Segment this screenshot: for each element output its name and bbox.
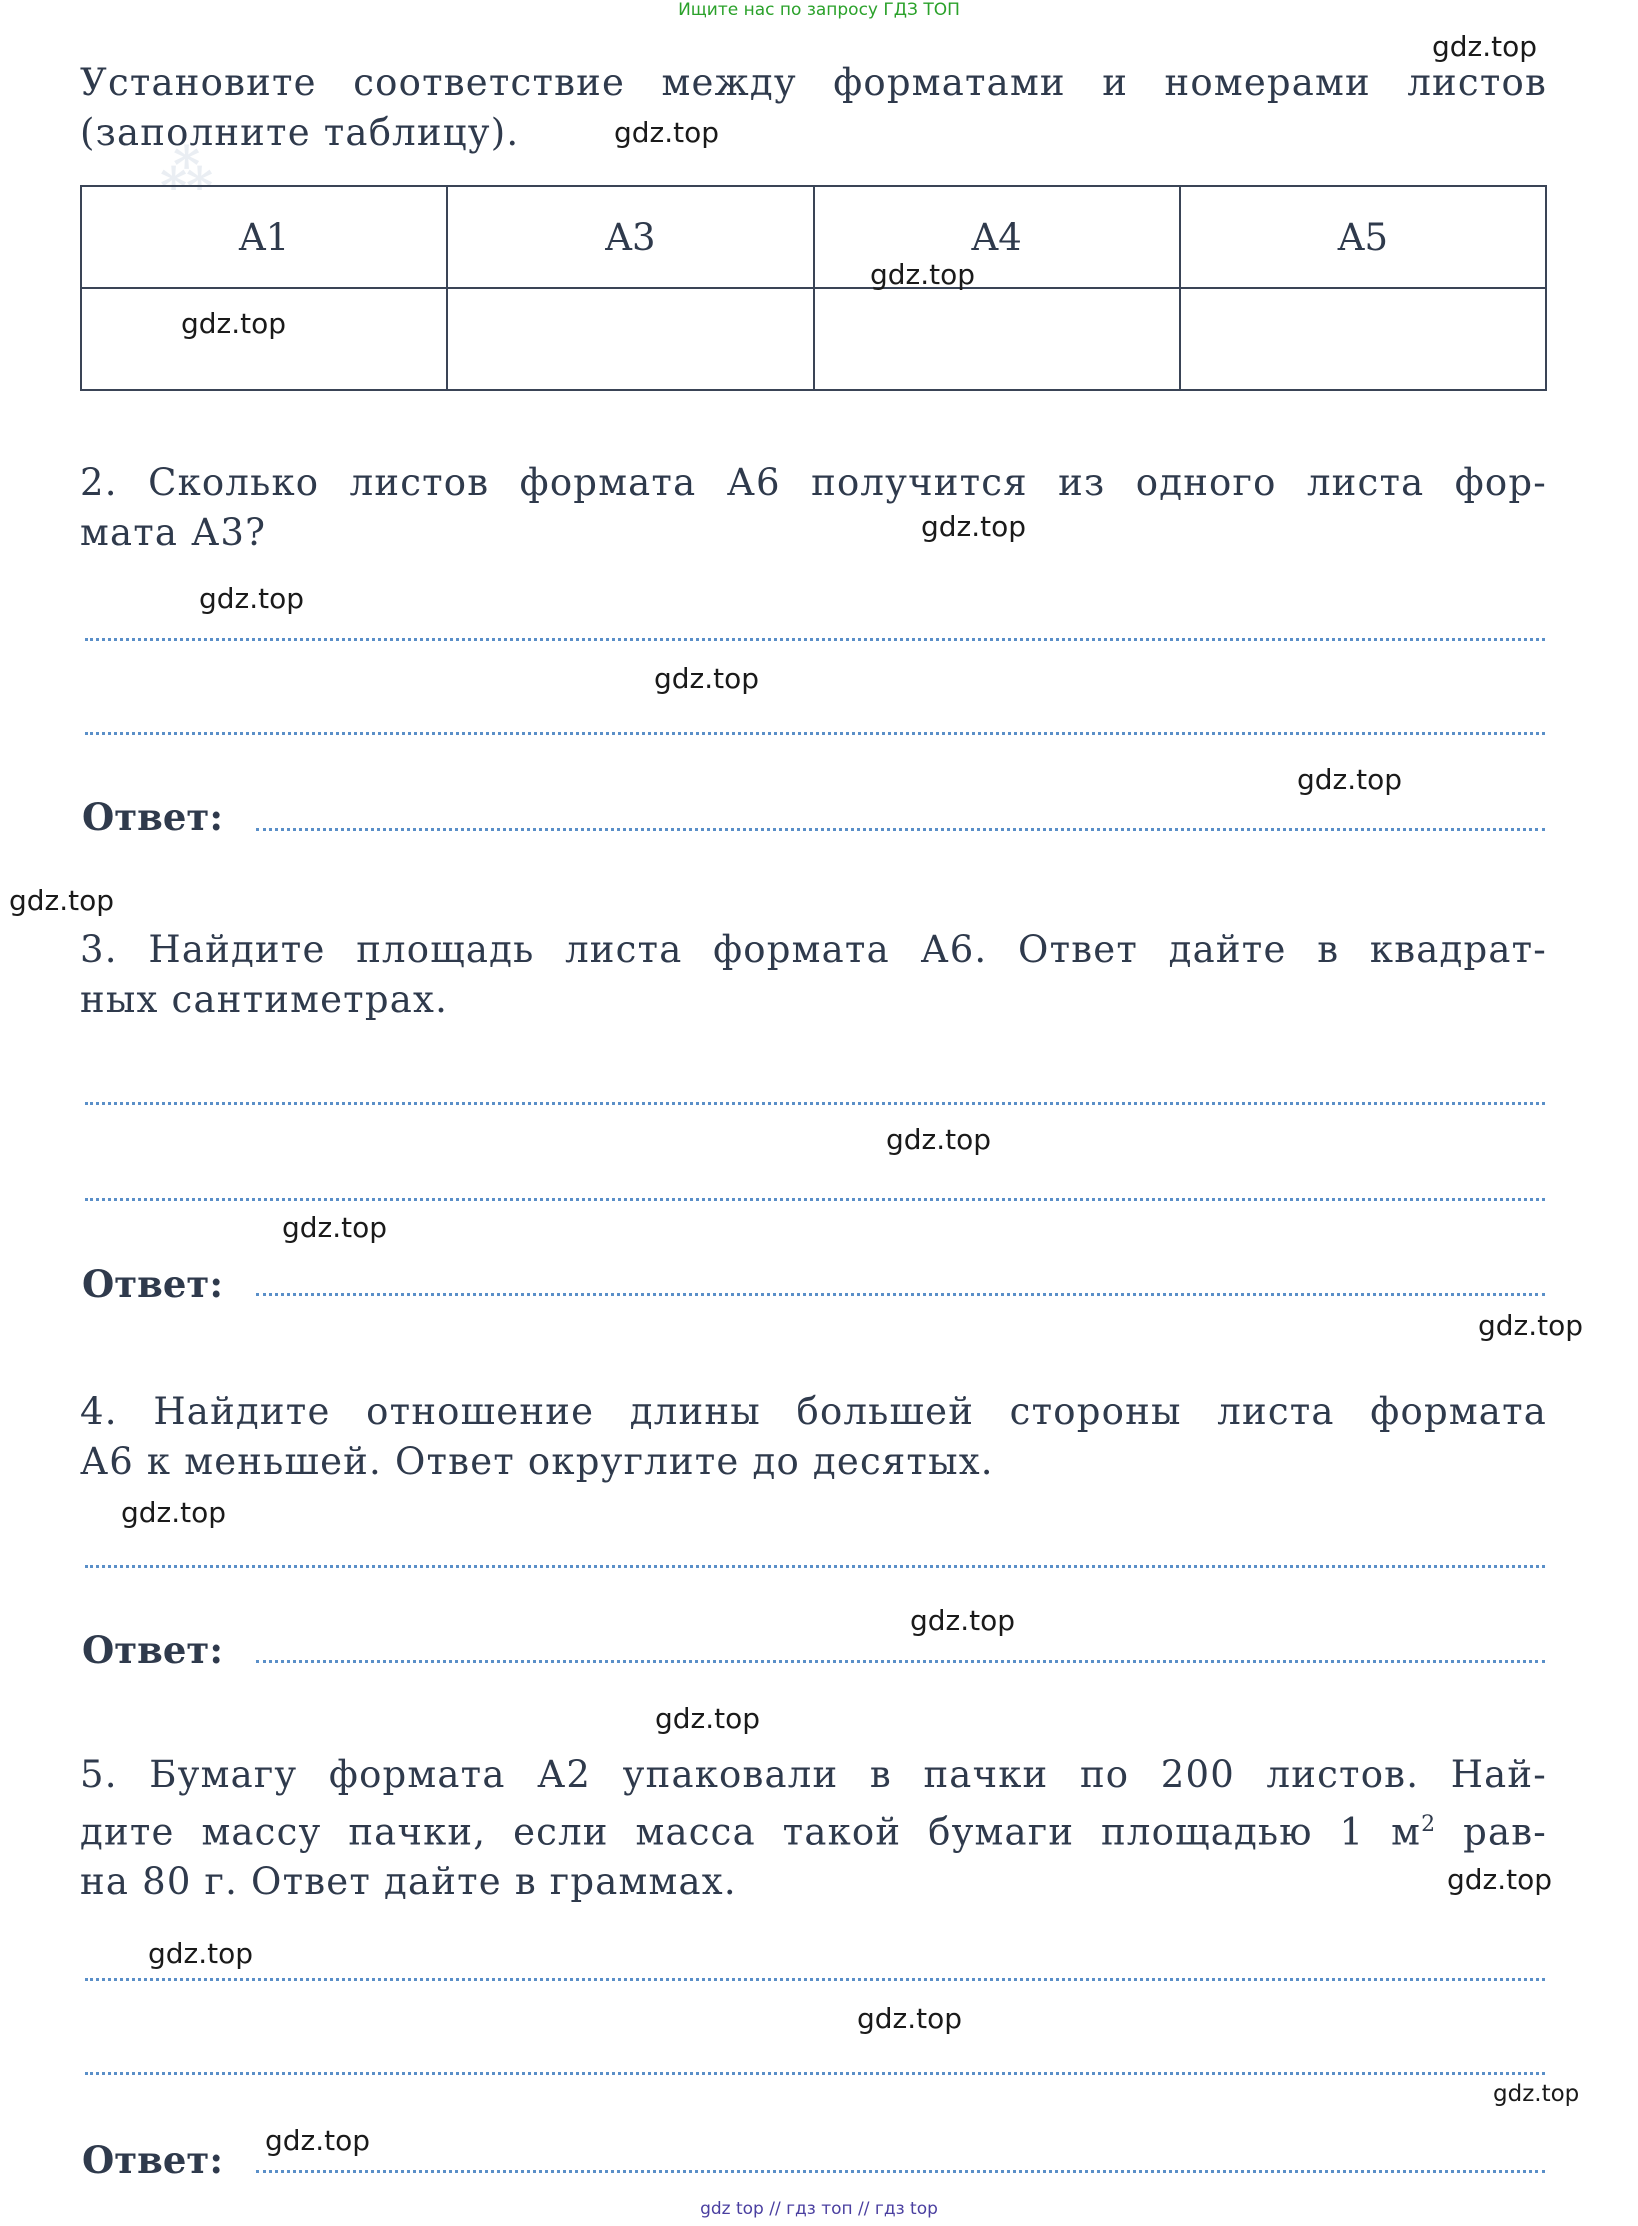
task3-number: 3. [80, 928, 118, 971]
task5-work-line-1[interactable] [85, 1978, 1545, 1981]
watermark: gdz.top [148, 1937, 254, 1970]
task2-line2: мата А3? [80, 511, 267, 554]
watermark: gdz.top [199, 582, 305, 615]
task2-work-line-2[interactable] [85, 732, 1545, 735]
task1-line2: (заполните таблицу). [80, 111, 520, 154]
task5-line2-a: дите массу пачки, если масса такой бумаги площадью 1 м [80, 1810, 1422, 1854]
task4-number: 4. [80, 1390, 118, 1433]
task1-text [80, 58, 1547, 158]
task5-text [80, 1750, 1547, 1907]
task4-text [80, 1387, 1547, 1487]
watermark: gdz.top [654, 662, 760, 695]
task3-work-line-2[interactable] [85, 1198, 1545, 1201]
watermark: gdz.top [655, 1702, 761, 1735]
header-cell-a3: A3 [447, 186, 813, 288]
task4-answer-line[interactable] [256, 1660, 1545, 1663]
watermark: gdz.top [614, 116, 720, 149]
watermark: gdz.top [1432, 30, 1538, 63]
watermark: gdz.top [921, 510, 1027, 543]
answer-cell-a5[interactable] [1180, 288, 1546, 390]
answer-cell-a3[interactable] [447, 288, 813, 390]
watermark: gdz.top [857, 2002, 963, 2035]
task5-answer-label: Ответ: [82, 2138, 223, 2182]
task5-line2-b: рав- [1436, 1810, 1547, 1854]
watermark: gdz.top [910, 1604, 1016, 1637]
header-cell-a5: A5 [1180, 186, 1546, 288]
task4-line2: А6 к меньшей. Ответ округлите до десятых. [80, 1440, 994, 1483]
task3-text [80, 925, 1547, 1025]
task3-line2: ных сантиметрах. [80, 978, 449, 1021]
task2-number: 2. [80, 461, 118, 504]
task5-number: 5. [80, 1753, 118, 1796]
ghost-decoration: ⁂ [160, 140, 214, 201]
format-table [80, 185, 1547, 391]
task5-line3: на 80 г. Ответ дайте в граммах. [80, 1860, 737, 1904]
task3-line1: Найдите площадь листа формата А6. Ответ дайте в квадрат- [148, 928, 1547, 971]
task2-answer-label: Ответ: [82, 795, 223, 839]
task5-line2 [80, 1800, 1547, 1857]
watermark: gdz.top [1478, 1309, 1584, 1342]
watermark: gdz.top [181, 307, 287, 340]
answer-cell-a4[interactable] [814, 288, 1180, 390]
task2-answer-line[interactable] [256, 828, 1545, 831]
table-answer-row [81, 288, 1546, 390]
task5-work-line-2[interactable] [85, 2072, 1545, 2075]
task4-answer-label: Ответ: [82, 1628, 223, 1672]
top-banner[interactable]: Ищите нас по запросу ГДЗ ТОП [678, 0, 960, 20]
watermark: gdz.top [870, 258, 976, 291]
header-cell-a4: A4 [814, 186, 1180, 288]
watermark: gdz.top [886, 1123, 992, 1156]
task2-line1: Сколько листов формата А6 получится из одного листа фор- [148, 461, 1547, 504]
table-header-row [81, 186, 1546, 288]
header-cell-a1: A1 [81, 186, 447, 288]
watermark: gdz.top [282, 1211, 388, 1244]
watermark: gdz.top [9, 884, 115, 917]
task3-work-line-1[interactable] [85, 1102, 1545, 1105]
watermark: gdz.top [1297, 763, 1403, 796]
watermark: gdz.top [265, 2124, 371, 2157]
task3-answer-label: Ответ: [82, 1262, 223, 1306]
task5-answer-line[interactable] [256, 2170, 1545, 2173]
watermark: gdz.top [1447, 1863, 1553, 1896]
footer-links[interactable]: gdz top // гдз топ // гдз top [700, 2199, 938, 2219]
task5-line1: Бумагу формата А2 упаковали в пачки по 200 листов. Най- [149, 1753, 1547, 1796]
task2-text [80, 458, 1547, 558]
task4-work-line[interactable] [85, 1565, 1545, 1568]
task2-work-line-1[interactable] [85, 638, 1545, 641]
watermark: gdz.top [1493, 2081, 1580, 2107]
watermark: gdz.top [121, 1496, 227, 1529]
task4-line1: Найдите отношение длины большей стороны листа формата [153, 1390, 1547, 1433]
task1-line1: Установите соответствие между форматами и номерами листов [80, 61, 1547, 104]
task3-answer-line[interactable] [256, 1293, 1545, 1296]
task5-line2-sup: 2 [1421, 1812, 1437, 1837]
